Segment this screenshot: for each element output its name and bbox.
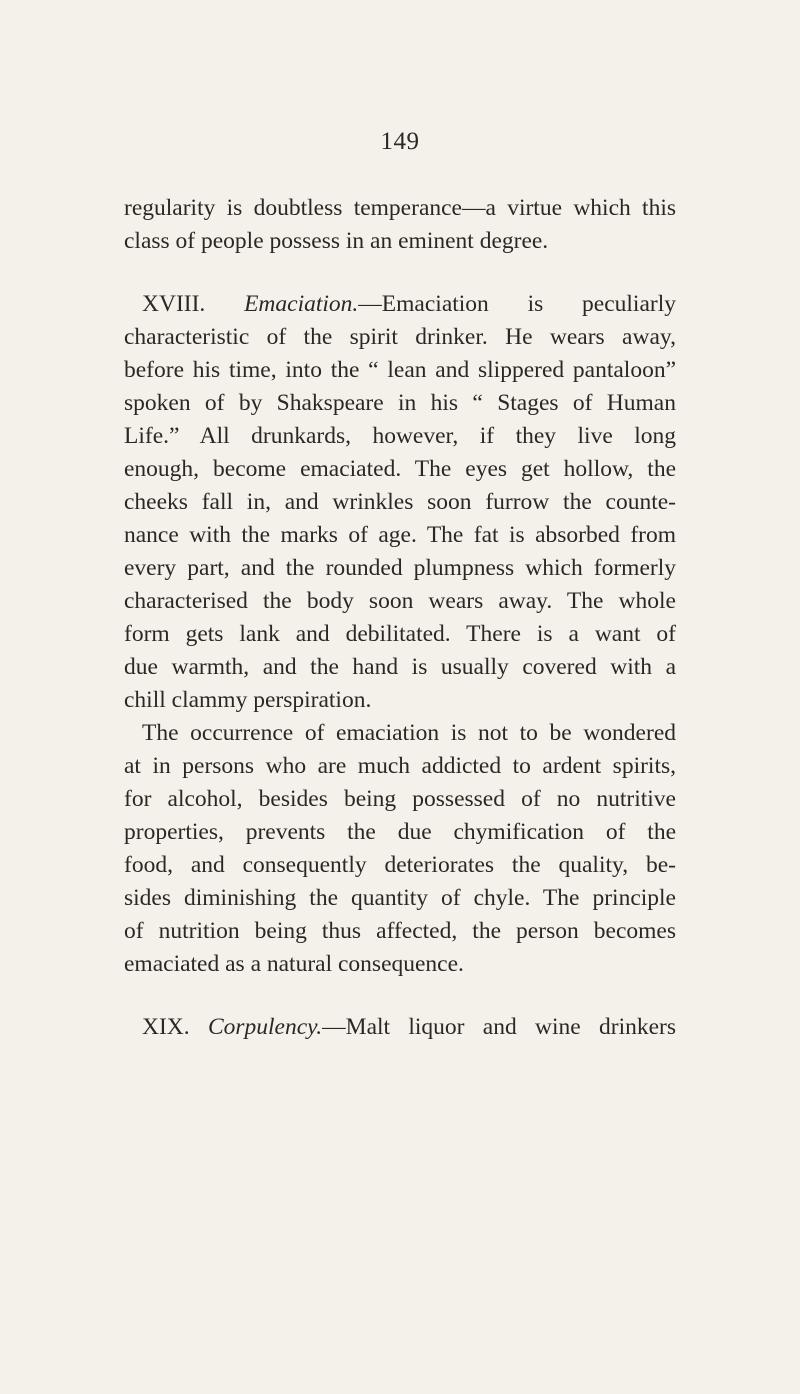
text-line: food, and consequently deteriorates the quality, be- [124, 852, 676, 878]
section-first-line-text: —Malt liquor and wine drinkers [322, 1014, 676, 1040]
text-line: nance with the marks of age. The fat is absorbed from [124, 522, 676, 548]
text-line: emaciated as a natural consequence. [124, 951, 464, 977]
text-line: cheeks fall in, and wrinkles soon furrow the counte- [124, 489, 676, 515]
text-line: spoken of by Shakspeare in his “ Stages of Human [124, 390, 676, 416]
section-number: XIX. [142, 1014, 190, 1040]
section-number: XVIII. [142, 291, 206, 317]
text-line: class of people possess in an eminent degree. [124, 228, 549, 254]
section-title: Corpulency. [207, 1014, 323, 1040]
text-line: before his time, into the “ lean and slippered pantaloon” [124, 357, 676, 383]
text-line: enough, become emaciated. The eyes get hollow, the [124, 456, 676, 482]
text-line: due warmth, and the hand is usually covered with a [124, 654, 676, 680]
page-number: 149 [380, 128, 420, 155]
section-heading-line [142, 289, 676, 319]
text-line: at in persons who are much addicted to ardent spirits, [124, 753, 676, 779]
text-line: The occurrence of emaciation is not to be wondered [142, 720, 676, 746]
section-title: Emaciation. [244, 291, 359, 317]
text-line: of nutrition being thus affected, the person becomes [124, 918, 676, 944]
text-line: characterised the body soon wears away. The whole [124, 588, 676, 614]
text-line: characteristic of the spirit drinker. He wears away, [124, 324, 676, 350]
section-heading-line [142, 1012, 676, 1042]
text-line: form gets lank and debilitated. There is a want of [124, 621, 676, 647]
section-first-line-text: —Emaciation is peculiarly [358, 291, 676, 317]
text-line: for alcohol, besides being possessed of no nutritive [124, 786, 676, 812]
text-line: properties, prevents the due chymification of the [124, 819, 676, 845]
text-line: every part, and the rounded plumpness which formerly [124, 555, 676, 581]
text-line: Life.” All drunkards, however, if they live long [124, 423, 676, 449]
text-line: regularity is doubtless temperance—a virtue which this [124, 195, 676, 221]
text-line: sides diminishing the quantity of chyle. The principle [124, 885, 676, 911]
text-line: chill clammy perspiration. [124, 687, 372, 713]
